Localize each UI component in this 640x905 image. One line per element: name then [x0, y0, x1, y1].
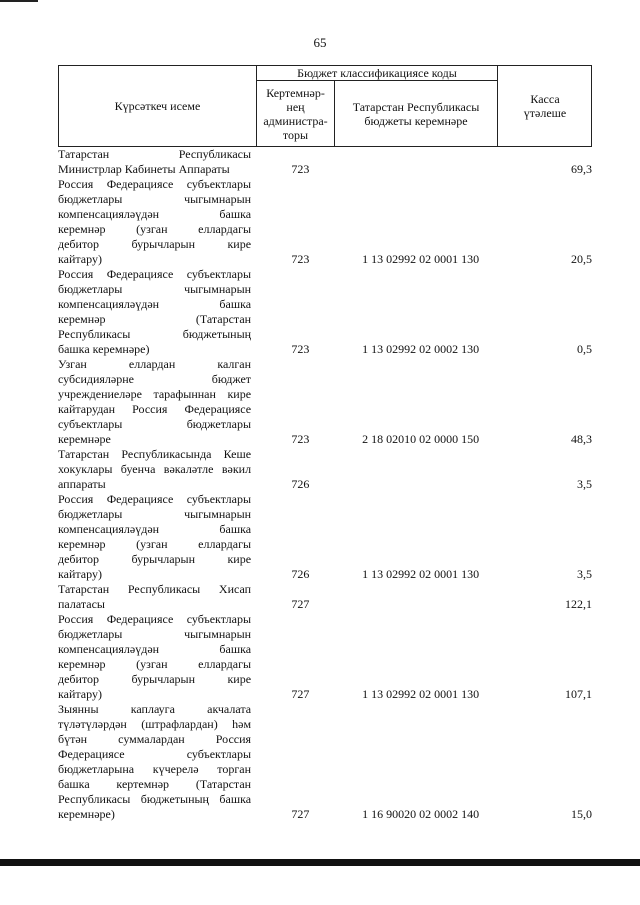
table-row: [58, 447, 592, 492]
row-indicator-name: [58, 357, 251, 447]
row-name-line: керемнәр (узган еллардагы: [58, 537, 252, 551]
row-name-line: компенсацияләүдән башка: [58, 297, 252, 311]
row-name-line: Татарстан Республикасы Хисап: [58, 582, 252, 596]
header-revenue-line: бюджеты керемнәре: [364, 113, 468, 128]
row-name-line: Татарстан Республикасы: [58, 147, 252, 161]
row-name-line: дебитор бурычларын кире: [58, 237, 252, 251]
row-name-line: Россия Федерациясе субъектлары: [58, 177, 252, 191]
header-cash-execution: [497, 66, 592, 146]
row-name-line: керемнәре: [58, 432, 111, 446]
row-name-line: бүтән суммалардан Россия: [58, 732, 252, 746]
row-indicator-name: [58, 492, 251, 582]
table-row: [58, 147, 592, 177]
row-indicator-name: [58, 702, 251, 822]
header-admin-line: торы: [282, 127, 309, 142]
budget-table: [58, 65, 592, 822]
row-revenue-code: 1 13 02992 02 0001 130: [362, 687, 480, 701]
table-row: [58, 612, 592, 702]
row-name-line: кайтару): [58, 252, 102, 266]
row-name-line: Зыянны каплауга акчалата: [58, 702, 252, 716]
row-administrator: 723: [291, 342, 310, 356]
row-administrator: 726: [291, 477, 310, 491]
header-revenue-line: Татарстан Республикасы: [352, 99, 480, 114]
row-name-line: компенсацияләүдән башка: [58, 522, 252, 536]
row-administrator: 727: [291, 597, 310, 611]
row-name-line: Россия Федерациясе субъектлары: [58, 492, 252, 506]
row-name-line: бюджетлары чыгымнарын: [58, 282, 252, 296]
header-kassa-line: үтәлеше: [523, 106, 567, 120]
row-name-line: бюджетлары чыгымнарын: [58, 192, 252, 206]
row-revenue-code: 1 16 90020 02 0002 140: [362, 807, 480, 821]
table-header: [58, 65, 592, 147]
row-amount: 107,1: [565, 687, 592, 701]
row-name-line: Республикасы бюджетының: [58, 327, 252, 341]
header-administrator: [257, 81, 335, 146]
row-name-line: кайтару): [58, 567, 102, 581]
header-revenue: [335, 81, 497, 146]
page-number: 65: [313, 35, 327, 50]
row-name-line: дебитор бурычларын кире: [58, 672, 252, 686]
row-amount: 0,5: [577, 342, 592, 356]
row-name-line: башка керемнәре): [58, 342, 150, 356]
header-admin-line: нең: [286, 99, 305, 114]
row-name-line: хокуклары буенча вәкаләтле вәкил: [58, 462, 252, 476]
row-revenue-code: 2 18 02010 02 0000 150: [362, 432, 480, 446]
row-name-line: Россия Федерациясе субъектлары: [58, 612, 252, 626]
row-name-line: Узган еллардан калган: [58, 357, 252, 371]
row-amount: 48,3: [571, 432, 592, 446]
row-administrator: 726: [291, 567, 310, 581]
row-name-line: компенсацияләүдән башка: [58, 642, 252, 656]
row-amount: 20,5: [571, 252, 592, 266]
row-name-line: керемнәр (узган еллардагы: [58, 222, 252, 236]
row-name-line: Республикасы бюджетының башка: [58, 792, 252, 806]
row-name-line: аппараты: [58, 477, 106, 491]
row-administrator: 727: [291, 687, 310, 701]
table-row: [58, 177, 592, 267]
row-indicator-name: [58, 177, 251, 267]
table-row: [58, 702, 592, 822]
row-amount: 122,1: [565, 597, 592, 611]
row-revenue-code: 1 13 02992 02 0002 130: [362, 342, 480, 356]
row-administrator: 723: [291, 252, 310, 266]
row-administrator: 723: [291, 162, 310, 176]
row-amount: 15,0: [571, 807, 592, 821]
row-indicator-name: [58, 267, 251, 357]
row-revenue-code: 1 13 02992 02 0001 130: [362, 252, 480, 266]
row-name-line: субсидияләрне бюджет: [58, 372, 252, 386]
row-name-line: кайтару): [58, 687, 102, 701]
row-indicator-name: [58, 147, 251, 177]
row-name-line: керемнәр (Татарстан: [58, 312, 252, 326]
header-admin-line: Кертемнәр-: [266, 85, 325, 100]
row-name-line: Татарстан Республикасында Кеше: [58, 447, 252, 461]
row-administrator: 723: [291, 432, 310, 446]
row-name-line: кайтарудан Россия Федерациясе: [58, 402, 252, 416]
row-name-line: Федерациясе субъектлары: [58, 747, 252, 761]
row-indicator-name: [58, 612, 251, 702]
row-name-line: башка кертемнәр (Татарстан: [58, 777, 252, 791]
table-row: [58, 267, 592, 357]
row-indicator-name: [58, 582, 251, 612]
table-row: [58, 582, 592, 612]
row-name-line: бюджетлары чыгымнарын: [58, 627, 252, 641]
row-amount: 3,5: [577, 567, 592, 581]
row-name-line: Россия Федерациясе субъектлары: [58, 267, 252, 281]
table-body: [58, 147, 592, 822]
row-name-line: түләтүләрдән (штрафлардан) һәм: [58, 717, 252, 731]
table-row: [58, 357, 592, 447]
row-name-line: палатасы: [58, 597, 105, 611]
header-budget-codes: Бюджет классификациясе коды: [257, 66, 497, 81]
row-name-line: субъектлары бюджетлары: [58, 417, 252, 431]
row-indicator-name: [58, 447, 251, 492]
row-name-line: керемнәре): [58, 807, 115, 821]
row-name-line: бюджетларына күчерелә торган: [58, 762, 252, 776]
top-dash-mark: [0, 0, 38, 2]
row-administrator: 727: [291, 807, 310, 821]
row-name-line: бюджетлары чыгымнарын: [58, 507, 252, 521]
row-name-line: керемнәр (узган еллардагы: [58, 657, 252, 671]
row-name-line: дебитор бурычларын кире: [58, 552, 252, 566]
header-kassa-line: Касса: [530, 92, 560, 106]
row-name-line: учреждениеләре тарафыннан кире: [58, 387, 252, 401]
row-amount: 69,3: [571, 162, 592, 176]
header-indicator-name: Күрсәткеч исеме: [59, 66, 257, 146]
table-row: [58, 492, 592, 582]
row-name-line: Министрлар Кабинеты Аппараты: [58, 162, 230, 176]
bottom-scan-bar: [0, 859, 640, 866]
row-amount: 3,5: [577, 477, 592, 491]
row-revenue-code: 1 13 02992 02 0001 130: [362, 567, 480, 581]
header-admin-line: администра-: [263, 113, 328, 128]
row-name-line: компенсацияләүдән башка: [58, 207, 252, 221]
